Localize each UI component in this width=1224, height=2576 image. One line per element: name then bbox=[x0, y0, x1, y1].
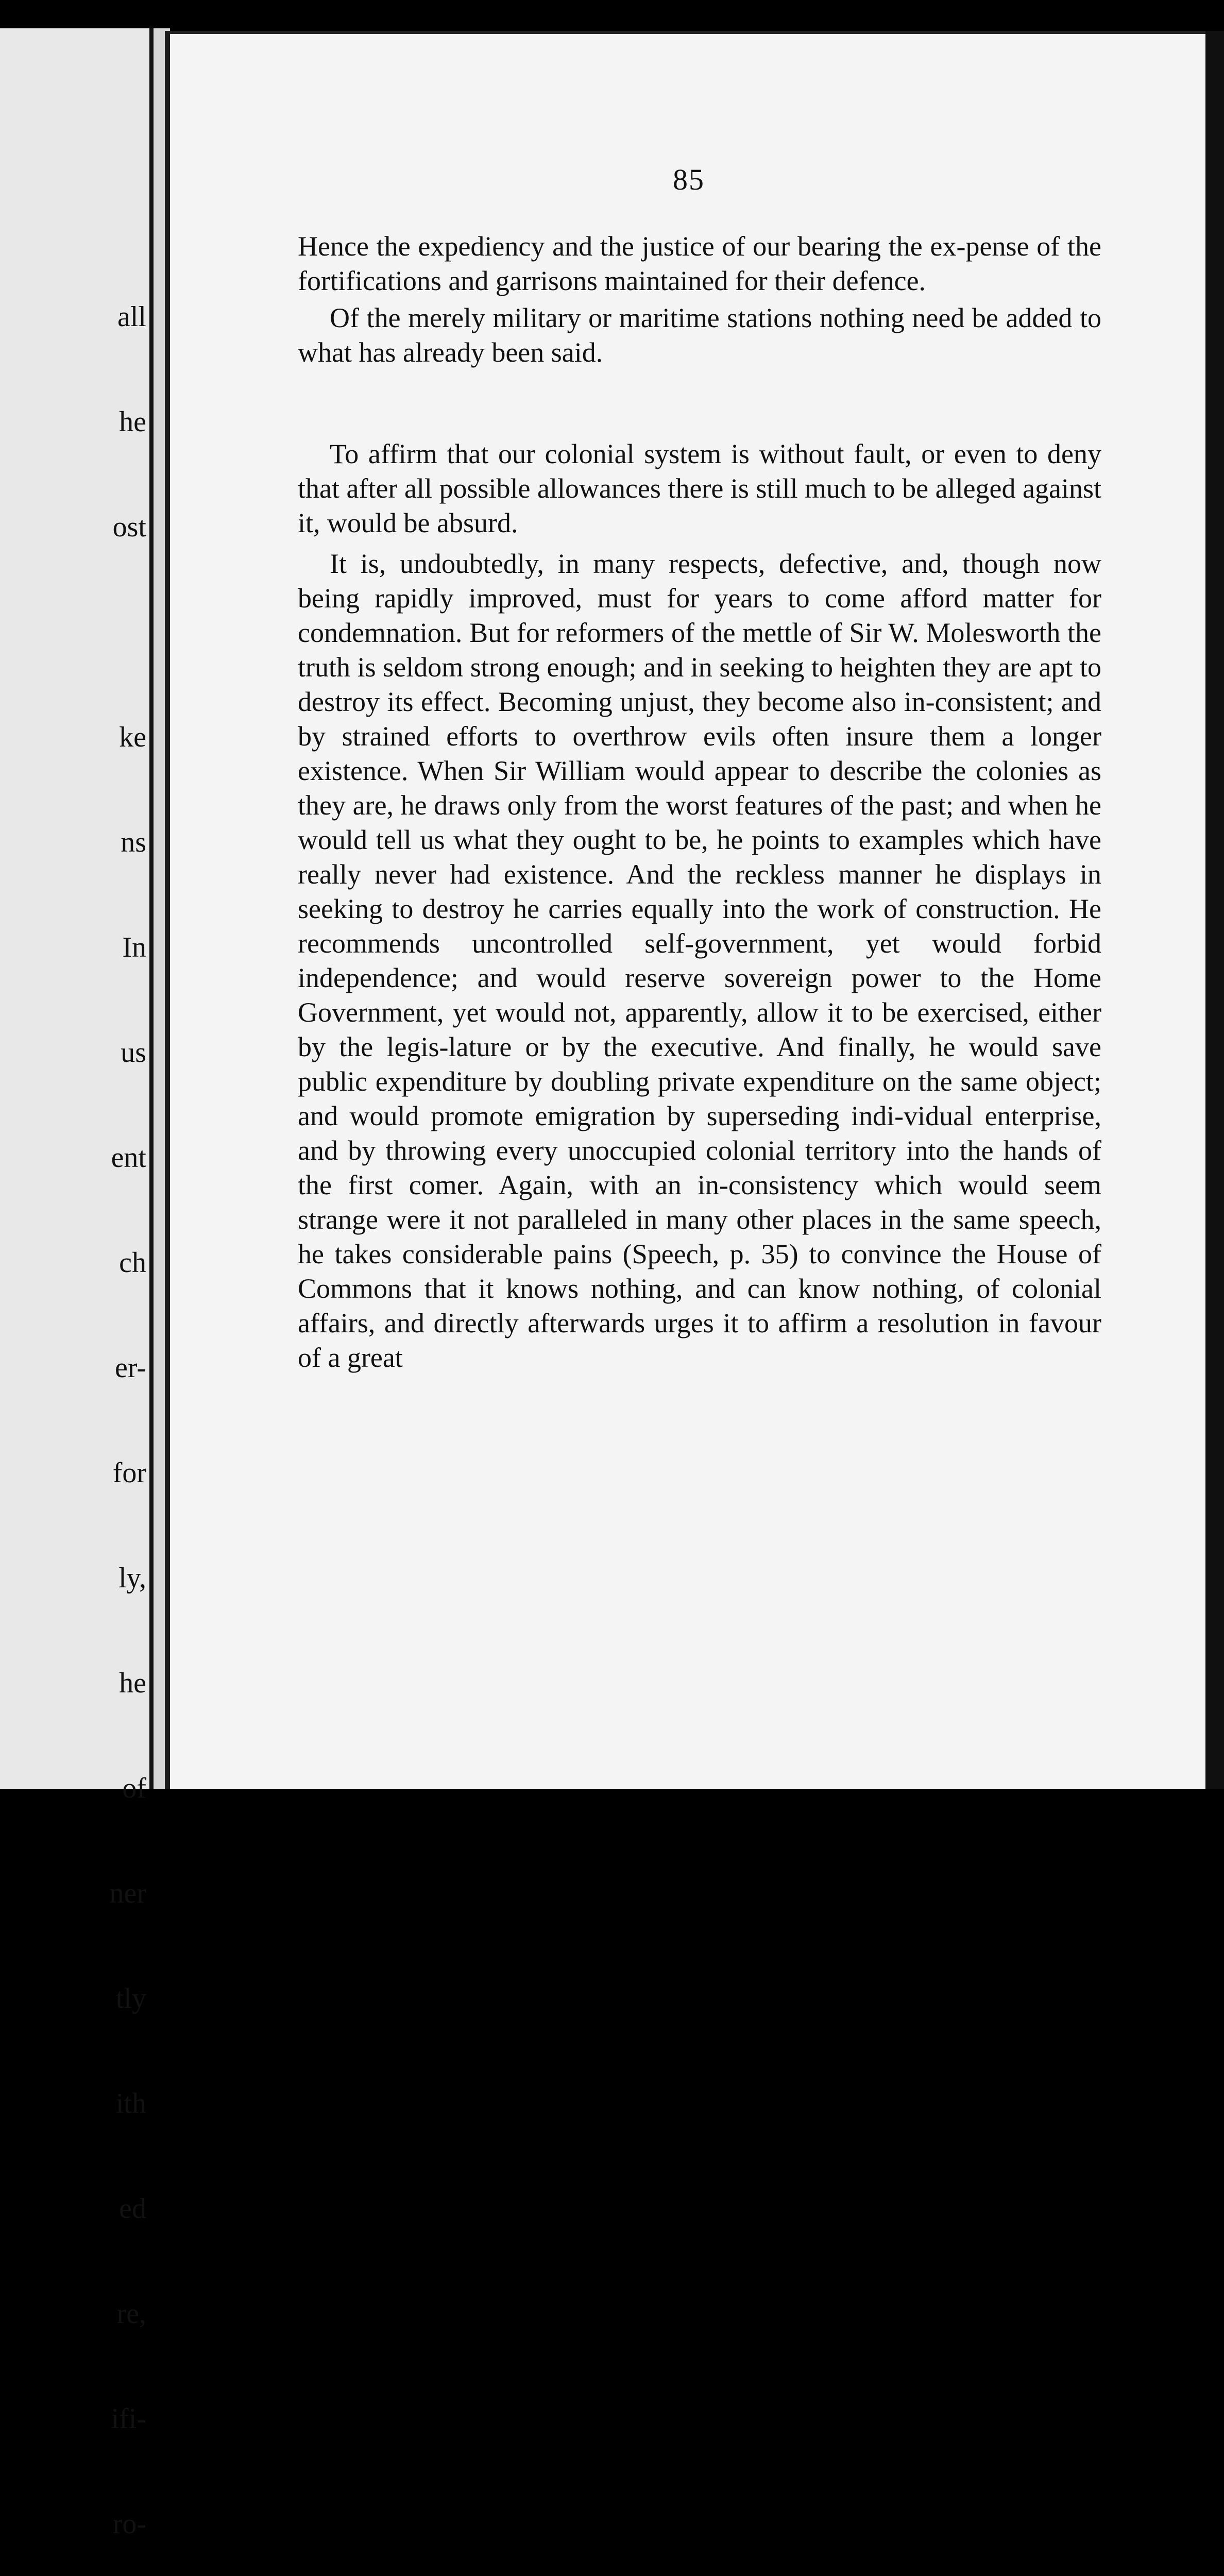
left-fragment-line: ns bbox=[121, 826, 146, 858]
left-fragment-line: us bbox=[121, 1037, 146, 1069]
paragraph: Hence the expediency and the justice of our bearing the ex-pense of the fortifications and garrisons maintained for their defence. bbox=[298, 231, 1101, 296]
left-fragment-line: ost bbox=[112, 511, 146, 543]
left-fragment-line: tly bbox=[115, 1982, 146, 2014]
left-fragment-line: er- bbox=[114, 1352, 146, 1384]
right-page-shadow bbox=[1205, 31, 1224, 1789]
paragraph: To affirm that our colonial system is without fault, or even to deny that after all possible allowances there is still much to be alleged against it, would be absurd. bbox=[298, 438, 1101, 538]
left-fragment-line bbox=[107, 615, 146, 650]
page-number: 85 bbox=[673, 163, 705, 196]
left-fragment-line: ed bbox=[119, 2193, 146, 2225]
left-fragment-line: ke bbox=[119, 721, 146, 753]
left-fragment-line: ly, bbox=[118, 1562, 146, 1594]
left-fragment-line: he bbox=[119, 1667, 146, 1699]
left-fragment-line: ro- bbox=[112, 2508, 146, 2540]
left-fragment-line: ner bbox=[109, 1877, 146, 1909]
left-fragment-line: all bbox=[117, 301, 146, 333]
paragraph: Of the merely military or maritime stations nothing need be added to what has already been said. bbox=[298, 302, 1101, 368]
left-fragment-line: ifi- bbox=[111, 2403, 146, 2435]
left-fragment-line: In bbox=[122, 931, 146, 963]
left-page-edge bbox=[149, 28, 154, 1789]
left-fragment-line: he bbox=[119, 406, 146, 438]
left-fragment-line: ch bbox=[119, 1247, 146, 1279]
left-fragment-line: ith bbox=[115, 2088, 146, 2120]
left-page bbox=[0, 28, 149, 2540]
left-fragment-line: for bbox=[112, 1457, 146, 1489]
left-fragment-line: of bbox=[122, 1772, 146, 1804]
left-fragment-line: re, bbox=[116, 2298, 146, 2330]
body-text bbox=[298, 229, 1101, 1375]
left-fragment-line: ent bbox=[111, 1142, 146, 1174]
left-page-text-fragments bbox=[107, 229, 146, 2576]
paragraph: It is, undoubtedly, in many respects, defective, and, though now being rapidly improved, must for years to come afford matter for condemnation. But for reformers of the mettle of Sir W. Molesworth the truth is seldom strong enough; and in seeking to heighten they are apt to destroy its effect. Becoming unjust, they become also in-consistent; and by strained efforts to overthrow evils often insure them a longer existence. When Sir William would appear to describe the colonies as they are, he draws only from the worst features of the past; and when he would tell us what they ought to be, he points to examples which have really never had existence. And the reckless manner he displays in seeking to destroy he carries equally into the work of construction. He recommends uncontrolled self-government, yet would forbid independence; and would reserve sovereign power to the Home Government, yet would not, apparently, allow it to be exercised, either by the legis-lature or by the executive. And finally, he would save public expenditure by doubling private expenditure on the same object; and would promote emigration by superseding indi-vidual enterprise, and by throwing every unoccupied colonial territory into the hands of the first comer. Again, with an in-consistency which would seem strange were it not paralleled in many other places in the same speech, he takes considerable pains (Speech, p. 35) to convince the House of Commons that it knows nothing, and can know nothing, of colonial affairs, and directly afterwards urges it to affirm a resolution in favour of a great bbox=[298, 548, 1101, 1373]
